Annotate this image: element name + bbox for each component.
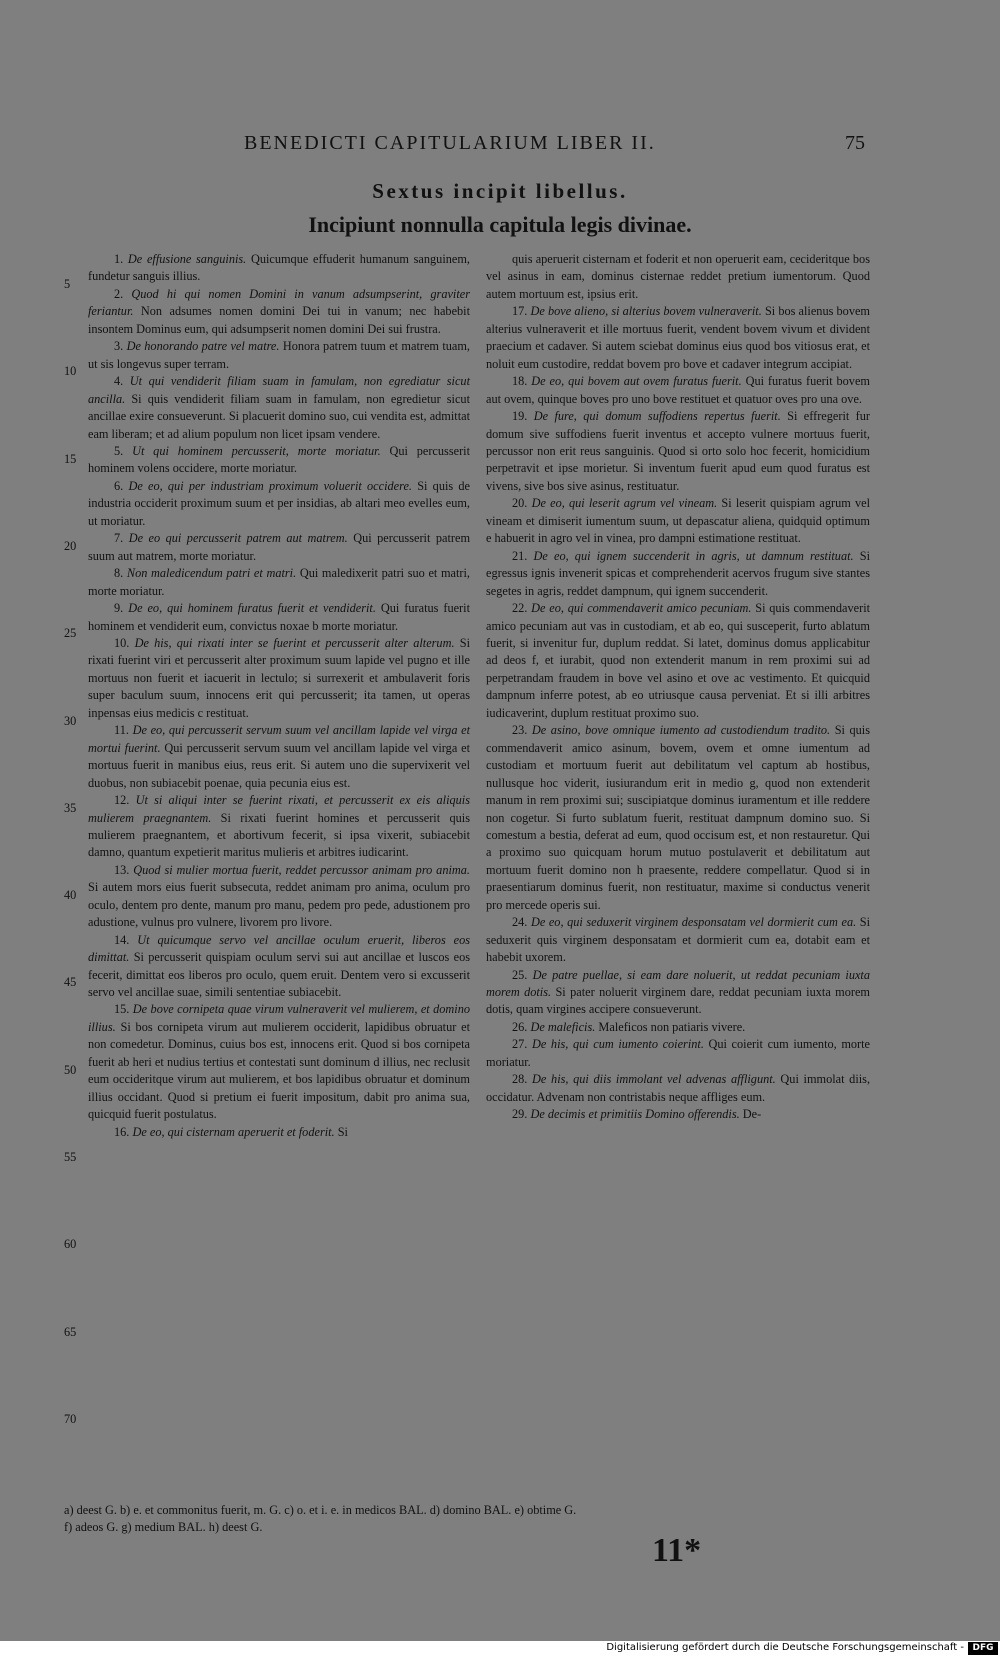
chapter-entry (88, 286, 470, 338)
section-subtitle: Incipiunt nonnulla capitula legis divinae. (308, 212, 692, 237)
chapter-text: Qui percusserit servum suum vel ancillam lapide vel virga et mortuus fuerit in manibus eius, reus erit. Si autem uno die supervixerit vel duobus, non subiacebit poenae, quia pecunia eius est. (88, 740, 471, 790)
chapter-rubric: De maleficis. (530, 1019, 596, 1034)
chapter-text: De- (742, 1107, 762, 1122)
chapter-rubric: De his, qui cum iumento coierint. (531, 1037, 704, 1052)
chapter-rubric: Quod hi qui nomen Domini in vanum adsumpserint, graviter feriantur. (88, 286, 471, 319)
chapter-entry (88, 373, 470, 443)
chapter-rubric: De his, qui rixati inter se fuerint et percusserit alter alterum. (134, 635, 455, 650)
line-number: 65 (64, 1324, 77, 1339)
chapter-number: 10. (114, 635, 130, 650)
footnote-line: f) adeos G. g) medium BAL. h) deest G. (64, 1520, 263, 1534)
chapter-entry (88, 251, 470, 286)
chapter-entry (88, 932, 470, 1002)
line-number: 35 (64, 800, 77, 815)
line-number: 30 (64, 713, 77, 728)
chapter-number: 22. (512, 601, 528, 616)
chapter-rubric: De eo, qui per industriam proximum voluerit occidere. (128, 478, 412, 493)
chapter-number: 21. (512, 548, 528, 563)
chapter-rubric: Ut si aliqui inter se fuerint rixati, et percusserit ex eis aliquis mulierem praegnantem. (88, 793, 470, 825)
chapter-text: Si egressus ignis invenerit spicas et comprehenderit acervos frugum sive stantes segetes in agris, reddet dampnum, qui ignem succenderit. (486, 548, 871, 598)
chapter-rubric: De his, qui diis immolant vel advenas affligunt. (532, 1072, 776, 1087)
chapter-rubric: De eo, qui hominem furatus fuerit et vendiderit. (128, 601, 376, 616)
chapter-entry (88, 565, 470, 600)
chapter-number: 6. (114, 478, 124, 493)
chapter-text: Si (337, 1124, 348, 1139)
chapter-rubric: De patre puellae, si eam dare noluerit, ut reddat pecuniam iuxta morem dotis. (486, 967, 870, 1000)
chapter-entry (486, 914, 870, 966)
line-number: 40 (64, 888, 77, 903)
chapter-rubric: Ut quicumque servo vel ancillae oculum eruerit, liberos eos dimittat. (88, 932, 470, 965)
chapter-text: Quicumque effuderit humanum sanguinem, fundetur sanguis illius. (88, 252, 470, 284)
line-number: 45 (64, 975, 77, 990)
chapter-number: 9. (114, 601, 124, 616)
chapter-number: 12. (114, 793, 130, 808)
chapter-text: Maleficos non patiaris vivere. (598, 1019, 746, 1034)
chapter-rubric: De effusione sanguinis. (127, 252, 247, 266)
dfg-logo: DFG (968, 1642, 998, 1655)
chapter-number: 18. (512, 374, 528, 389)
chapter-text: Si leserit quispiam agrum vel vineam et dimiserit iumentum suum, ut depascatur aliena, quidquid optimum e habuerit in agro vel in vinea, pro dampni estimatione restituat. (486, 496, 871, 546)
chapter-text: Si quis commendaverit amico pecuniam aut vas in custodiam, et ab eo, qui susceperit, furto ablatum fuerit, si invenitur fur, duplum reddat. Si latet, dominus domus applicabitur ad deos f, et iurabit, quod non extenderit manum in rem proximi sui ad perpetrandam fraudem in bove vel asino et ove ac vestimento. Et quicquid dampnum inferre potest, ab eo utriusque causa perveniat. Et si illi arbitres iudicaverint, duplum restituat proximo suo. (486, 601, 871, 720)
chapter-entry (486, 967, 870, 1019)
chapter-text: Si bos cornipeta virum aut mulierem occiderit, lapidibus obruatur et non comedetur. Dominus, cuius bos est, innocens erit. Quod si bos cornipeta fuerit ab heri et nudius tertius et contestati sunt dominum d illius, nec reclusit eum occideritque virum aut mulierem, et bos lapidibus obruatur et dominum illius occidant. Quod si pretium ei fuerit impositum, dabit pro anima sua, quicquid fuerit postulatus. (88, 1019, 471, 1122)
chapter-entry (88, 862, 470, 932)
chapter-entry (486, 1071, 870, 1106)
chapter-entry (486, 495, 870, 547)
chapter-text: Qui percusserit patrem suum aut matrem, morte moriatur. (88, 531, 471, 563)
chapter-rubric: De eo, qui leserit agrum vel vineam. (531, 496, 718, 511)
chapter-number: 5. (114, 443, 124, 458)
chapter-entry (486, 373, 870, 408)
chapter-number: 16. (114, 1124, 130, 1139)
chapter-number: 7. (114, 531, 124, 546)
chapter-number: 13. (114, 862, 130, 877)
chapter-rubric: De fure, qui domum suffodiens repertus fuerit. (533, 409, 781, 424)
chapter-entry (88, 635, 470, 722)
chapter-number: 4. (114, 374, 124, 389)
chapter-entry (486, 1019, 870, 1036)
page-number: 75 (845, 132, 865, 154)
chapter-rubric: De eo, qui bovem aut ovem furatus fuerit. (531, 374, 742, 389)
chapter-number: 25. (512, 967, 528, 982)
chapter-rubric: De eo, qui commendaverit amico pecuniam. (531, 601, 752, 616)
chapter-number: 20. (512, 496, 528, 511)
chapter-number: 28. (512, 1072, 528, 1087)
chapter-text: Si rixati fuerint viri et percusserit alter proximum suum lapide vel pugno et ille mortuus non fuerit et iacuerit in lectulo; si surrexerit et ambulaverit foris super baculum suum, innocens erit qui percusserit; ita tamen, ut operas inpensas eius medicis c restituat. (88, 635, 471, 720)
chapter-rubric: Non maledicendum patri et matri. (126, 566, 297, 581)
chapter-text: Qui coierit cum iumento, morte moriatur. (486, 1037, 871, 1069)
chapter-entry (88, 1001, 470, 1123)
chapter-text: Honora patrem tuum et matrem tuam, ut sis longevus super terram. (88, 339, 470, 371)
right-column (486, 251, 870, 1124)
chapter-number: 23. (512, 723, 528, 738)
chapter-rubric: De eo, qui cisternam aperuerit et foderit. (132, 1124, 335, 1139)
line-number: 50 (64, 1062, 77, 1077)
chapter-rubric: De bove cornipeta quae virum vulneraverit vel mulierem, et domino illius. (88, 1002, 471, 1034)
chapter-entry (486, 722, 870, 914)
chapter-text: Qui maledixerit patri suo et matri, morte moriatur. (88, 566, 471, 598)
chapter-number: 14. (114, 932, 130, 947)
chapter-number: 15. (114, 1002, 130, 1017)
chapter-text: Si bos alienus bovem alterius vulneraverit et ille mortuus fuerit, vendent bovem vivum et divident praecium et cadaver. Si autem sciebat dominus eius quod bos vitiosus erat, et noluit eum custodire, reddat bovem pro bove et cadaver integrum accipiat. (486, 304, 870, 371)
chapter-text: Si rixati fuerint homines et percusserit quis mulierem praegnantem, et abortivum fecerit, si ipsa vixerit, subiacebit damno, quantum expetierit maritus mulieris et arbitres iudicarint. (88, 810, 470, 860)
page-header (0, 132, 1000, 162)
chapter-text: Qui furatus fuerit hominem et vendiderit eum, convictus noxae b morte moriatur. (88, 601, 470, 633)
chapter-entry (486, 1106, 870, 1123)
footnotes (64, 1502, 880, 1536)
chapter-entry (486, 303, 870, 373)
chapter-rubric: De eo, qui percusserit servum suum vel ancillam lapide vel virga et mortui fuerint. (88, 723, 470, 755)
left-column (88, 251, 470, 1141)
chapter-entry (88, 478, 470, 530)
line-number: 10 (64, 364, 77, 379)
chapter-entry (486, 251, 870, 303)
chapter-rubric: De eo, qui ignem succenderit in agris, ut damnum restituat. (533, 548, 854, 563)
line-number: 20 (64, 538, 77, 553)
line-number: 15 (64, 451, 77, 466)
chapter-number: 1. (114, 252, 124, 266)
chapter-entry (88, 792, 470, 862)
line-number: 25 (64, 626, 77, 641)
chapter-rubric: De bove alieno, si alterius bovem vulneraverit. (530, 304, 762, 319)
chapter-text: Si autem mors eius fuerit subsecuta, reddet animam pro anima, oculum pro oculo, dentem pro dente, manum pro manu, pedem pro pede, adustionem pro adustione, vulnus pro vulnere, livorem pro livore. (88, 880, 470, 930)
chapter-text: Si pater noluerit virginem dare, reddat pecuniam iuxta morem dotis, quam virgines accipere consueverunt. (486, 985, 870, 1017)
chapter-rubric: De asino, bove omnique iumento ad custodiendum tradito. (531, 723, 831, 738)
chapter-number: 27. (512, 1037, 528, 1052)
footer-credit: Digitalisierung gefördert durch die Deutsche Forschungsgemeinschaft - (606, 1642, 964, 1653)
chapter-number: 19. (512, 409, 528, 424)
chapter-text: Qui immolat diis, occidatur. Advenam non contristabis neque affliges eum. (486, 1072, 871, 1104)
line-number: 70 (64, 1411, 77, 1426)
line-number: 55 (64, 1150, 77, 1164)
section-title: Sextus incipit libellus. (372, 179, 628, 203)
chapter-entry (486, 1036, 870, 1071)
chapter-number: 2. (114, 286, 124, 301)
chapter-text: Si effregerit fur domum sive suffodiens fuerit inventus et accepto vulnere mortuus fuerit, percussor non erit reus sanguinis. Quod si orto solo hoc fecerit, homicidium perpetravit et ipse morietur. Si inventum fuerit apud eum quod furatus est vivens, sive bos sive asinus, restituatur. (486, 409, 871, 493)
chapter-text: Si seduxerit quis virginem desponsatam et dormierit cum ea, dotabit eam et habebit uxorem. (486, 915, 871, 965)
chapter-rubric: De decimis et primitiis Domino offerendis. (530, 1107, 740, 1122)
chapter-entry (88, 1124, 470, 1141)
chapter-entry (486, 408, 870, 495)
chapter-number: 26. (512, 1019, 528, 1034)
chapter-text: Si quis commendaverit amico asinum, bovem, ovem et omne iumentum ad custodiam et mortuum fuerit aut debilitatum vel captum ab hostibus, nullusque hoc viderit, iusiurandum erit in medio g, quod non extenderit manum in rem proximi sui; suscipiatque dominus iuramentum et ille reddere non cogetur. Si furto sublatum fuerit, restituat dampnum domino suo. Si comestum a bestia, deferat ad eum, quod occisum est, et non restauretur. Qui a proximo suo quicquam horum mutuo postulaverit et debilitatum aut mortuum fuerit domino non h praesente, reddere compellatur. Quod si in praesentiarum dominus fuerit, non restituatur, maxime si conductus venerit pro mercede operis sui. (486, 723, 870, 912)
line-number: 5 (64, 277, 71, 291)
chapter-number: 3. (114, 339, 124, 354)
chapter-rubric: De honorando patre vel matre. (126, 339, 280, 354)
running-title: BENEDICTI CAPITULARIUM LIBER II. (244, 132, 656, 154)
chapter-text: Non adsumes nomen domini Dei tui in vanum; nec habebit insontem Dominus eum, qui adsumpserit nomen domini Dei sui frustra. (88, 304, 471, 336)
chapter-number: 29. (512, 1107, 528, 1122)
chapter-rubric: Quod si mulier mortua fuerit, reddet percussor animam pro anima. (133, 862, 470, 877)
chapter-rubric: Ut qui vendiderit filiam suam in famulam, non egrediatur sicut ancilla. (88, 374, 470, 406)
line-number: 60 (64, 1237, 77, 1252)
chapter-number: 17. (512, 304, 528, 319)
chapter-entry (88, 443, 470, 478)
chapter-text: Qui furatus fuerit bovem aut ovem, quinque boves pro uno bove restituet et quatuor oves pro una ove. (486, 374, 870, 406)
chapter-rubric: De eo, qui seduxerit virginem desponsatam vel dormierit cum ea. (530, 915, 857, 930)
chapter-entry (486, 600, 870, 722)
signature-mark: 11* (652, 1532, 702, 1569)
line-number-gutter (64, 251, 88, 1481)
chapter-entry (88, 530, 470, 565)
section-titles (0, 174, 1000, 242)
footer-bar (0, 1641, 1000, 1657)
chapter-number: 24. (512, 915, 528, 930)
chapter-entry (88, 338, 470, 373)
chapter-entry (88, 722, 470, 792)
chapter-rubric: De eo qui percusserit patrem aut matrem. (128, 531, 348, 546)
chapter-text: quis aperuerit cisternam et foderit et non operuerit eam, cecideritque bos vel asinus in eam, dominus cisternae reddet pretium iumentorum. Quod autem mortuum est, ipsius erit. (486, 252, 870, 301)
chapter-text: Si percusserit quispiam oculum servi sui aut ancillae et luscos eos fecerit, dimittat eos liberos pro oculo, quem eruit. Dentem vero si excusserit servo vel ancillae suae, simili sententiae subiacebit. (88, 950, 471, 1000)
footnote-line: a) deest G. b) e. et commonitus fuerit, m. G. c) o. et i. e. in medicos BAL. d) domino BAL. e) obtime G. (64, 1503, 577, 1517)
chapter-number: 8. (114, 566, 124, 581)
chapter-text: Qui percusserit hominem volens occidere, morte moriatur. (88, 443, 470, 476)
chapter-text: Si quis vendiderit filiam suam in famulam, non egredietur sicut ancillae exire consueverunt. Si placuerit domino suo, cui vendita est, admittat eam liberam; et ad alium populum non licet ipsam vendere. (88, 391, 470, 441)
chapter-entry (88, 600, 470, 635)
chapter-entry (486, 548, 870, 600)
chapter-text: Si quis de industria occiderit proximum suum et per insidias, ab altari meo evelles eum, ut moriatur. (88, 478, 470, 528)
chapter-number: 11. (114, 723, 129, 738)
chapter-rubric: Ut qui hominem percusserit, morte moriatur. (132, 443, 381, 458)
